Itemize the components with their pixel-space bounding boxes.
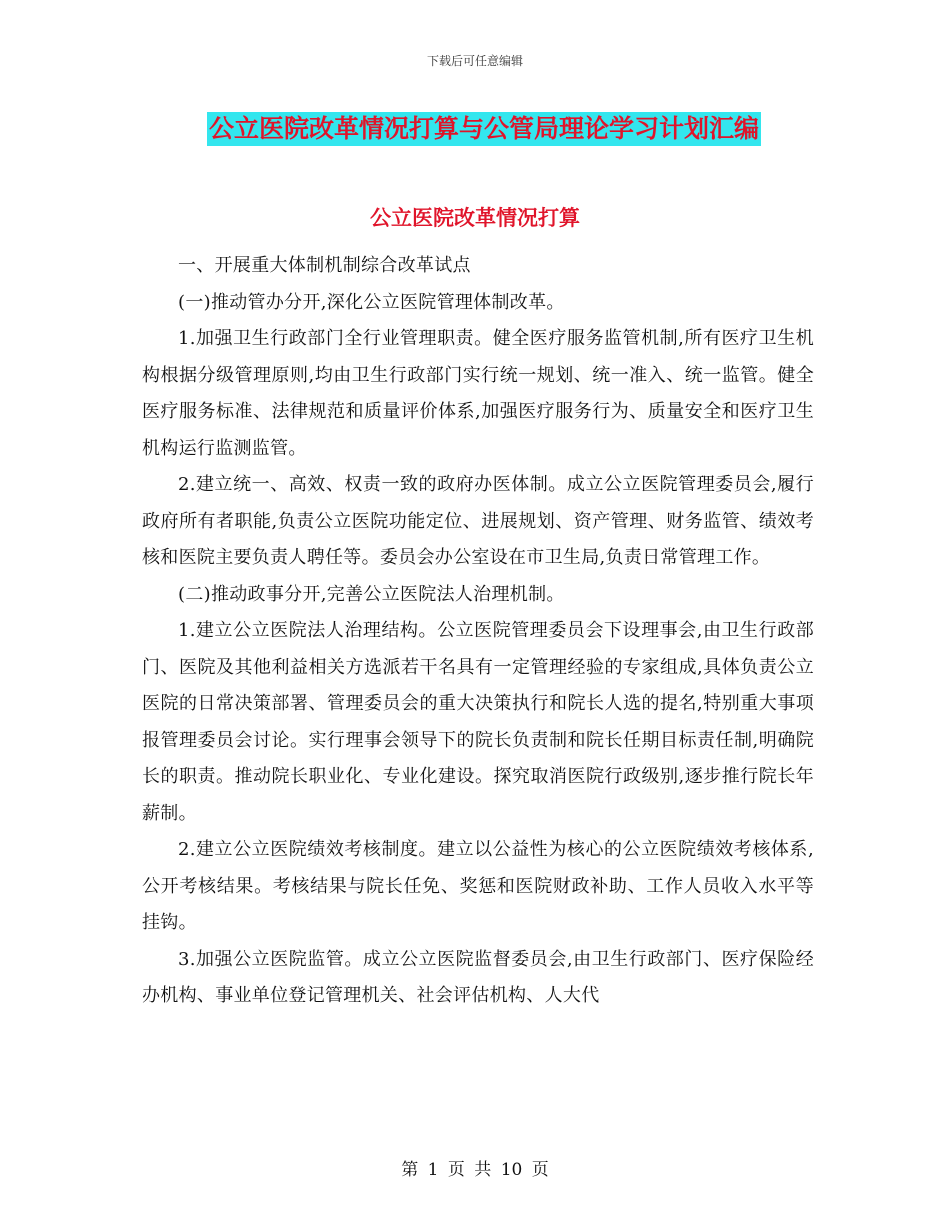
paragraph: 1.加强卫生行政部门全行业管理职责。健全医疗服务监管机制,所有医疗卫生机构根据分级管理原则,均由卫生行政部门实行统一规划、统一准入、统一监管。健全医疗服务标准、法律规范和质量评价体系,加强医疗服务行为、质量安全和医疗卫生机构运行监测监管。 [142,328,814,459]
page-number: 第 1 页 共 10 页 [401,1160,549,1180]
paragraph-subheading-2: (二)推动政事分开,完善公立医院法人治理机制。 [178,583,565,605]
paragraph: 2.建立公立医院绩效考核制度。建立以公益性为核心的公立医院绩效考核体系,公开考核结果。考核结果与院长任免、奖惩和医院财政补助、工作人员收入水平等挂钩。 [142,839,814,933]
paragraph: 2.建立统一、高效、权责一致的政府办医体制。成立公立医院管理委员会,履行政府所有者职能,负责公立医院功能定位、进展规划、资产管理、财务监管、绩效考核和医院主要负责人聘任等。委员会办公室设在市卫生局,负责日常管理工作。 [142,474,814,568]
document-body [142,248,814,1015]
paragraph-subheading-1: (一)推动管办分开,深化公立医院管理体制改革。 [178,291,565,313]
paragraph: 1.建立公立医院法人治理结构。公立医院管理委员会下设理事会,由卫生行政部门、医院及其他利益相关方选派若干名具有一定管理经验的专家组成,具体负责公立医院的日常决策部署、管理委员会的重大决策执行和院长人选的提名,特别重大事项报管理委员会讨论。实行理事会领导下的院长负责制和院长任期目标责任制,明确院长的职责。推动院长职业化、专业化建设。探究取消医院行政级别,逐步推行院长年薪制。 [142,620,814,824]
paragraph: 3.加强公立医院监管。成立公立医院监督委员会,由卫生行政部门、医疗保险经办机构、事业单位登记管理机关、社会评估机构、人大代 [142,948,814,1006]
section-title: 公立医院改革情况打算 [370,206,580,230]
paragraph-heading-1: 一、开展重大体制机制综合改革试点 [178,255,471,276]
document-title: 公立医院改革情况打算与公管局理论学习计划汇编 [207,112,761,146]
header-note: 下载后可任意编辑 [426,54,523,68]
